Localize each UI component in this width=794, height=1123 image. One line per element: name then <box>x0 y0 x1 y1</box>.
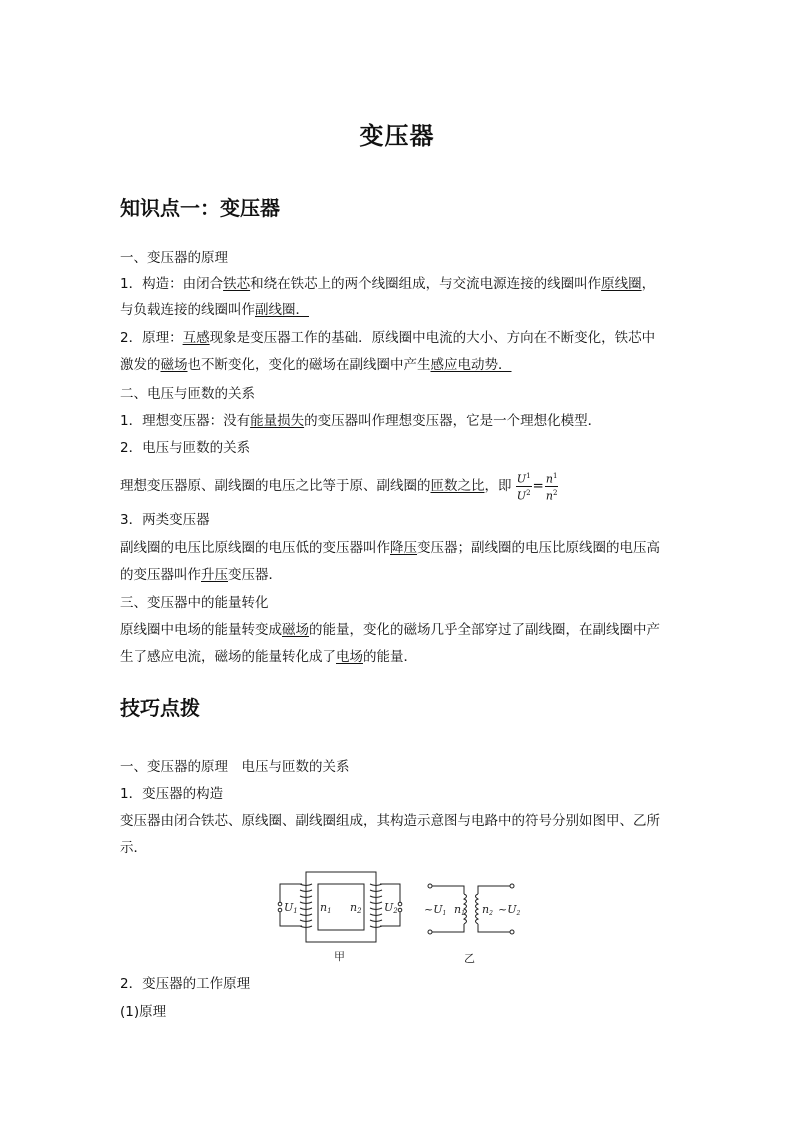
paragraph-construction-line1: 变压器由闭合铁芯、原线圈、副线圈组成，其构造示意图与电路中的符号分别如图甲、乙所 <box>120 813 660 829</box>
iron-core-outer <box>306 872 376 942</box>
underlined-term: 互感 <box>182 330 210 346</box>
text: 和绕在铁芯上的两个线圈组成，与交流电源连接的线圈叫作 <box>250 276 602 292</box>
label-sym-u1: ~U1 <box>424 903 447 917</box>
terminal <box>398 908 402 912</box>
underlined-term: 副线圈． <box>255 302 309 318</box>
turns-ratio-fraction <box>545 470 559 502</box>
text: ，即 <box>484 478 512 495</box>
label-sym-n1: n1 <box>454 903 465 917</box>
math-index: 1 <box>552 472 558 480</box>
text: 也不断变化，变化的磁场在副线圈中产生 <box>187 357 431 373</box>
paragraph-two-types-title: 3．两类变压器 <box>120 512 210 528</box>
text: 1．构造：由闭合 <box>120 276 224 292</box>
subheading-principle-voltage: 一、变压器的原理 电压与匝数的关系 <box>120 759 350 775</box>
primary-lead-top <box>280 884 302 902</box>
paragraph-principle-line1 <box>120 328 655 348</box>
symbol-primary-coil <box>464 894 467 924</box>
label-n1: n1 <box>320 901 332 915</box>
page-title: 变压器 <box>359 122 435 150</box>
text: 的变压器叫作 <box>120 567 201 583</box>
paragraph-principle-item: (1)原理 <box>120 1004 167 1020</box>
caption-yi: 乙 <box>464 952 475 965</box>
paragraph-principle-line2 <box>120 355 512 375</box>
text: 变压器． <box>228 567 282 583</box>
label-u1: U1 <box>284 901 298 915</box>
math-index: 2 <box>526 488 531 497</box>
transformer-figure <box>272 868 532 968</box>
text: 生了感应电流，磁场的能量转化成了 <box>120 649 336 665</box>
symbol-secondary-coil <box>476 894 479 924</box>
paragraph-energy-line1 <box>120 620 660 640</box>
underlined-term: 匝数之比 <box>430 478 485 495</box>
text: 变压器；副线圈的电压比原线圈的电压高 <box>417 540 660 556</box>
symbol-lead <box>478 924 510 932</box>
text: 的能量． <box>363 649 417 665</box>
paragraph-energy-line2 <box>120 647 417 667</box>
underlined-term: 磁场 <box>160 357 188 373</box>
subheading-voltage-turns: 二、电压与匝数的关系 <box>120 386 255 402</box>
paragraph-construction-title: 1．变压器的构造 <box>120 786 224 802</box>
text: 与负载连接的线圈叫作 <box>120 302 255 318</box>
label-n2: n2 <box>350 901 362 915</box>
text: 1．理想变压器：没有 <box>120 413 251 429</box>
text: 副线圈的电压比原线圈的电压低的变压器叫作 <box>120 540 390 556</box>
subheading-principle: 一、变压器的原理 <box>120 250 228 266</box>
terminal <box>398 902 402 906</box>
caption-jia: 甲 <box>334 950 345 963</box>
text: 激发的 <box>120 357 161 373</box>
paragraph-ratio-formula <box>120 470 558 502</box>
math-symbol: U <box>516 489 527 503</box>
underlined-term: 降压 <box>390 540 417 556</box>
paragraph-construction-line2: 示． <box>120 840 147 856</box>
paragraph-ideal-transformer <box>120 411 601 431</box>
label-sym-n2: n2 <box>482 903 493 917</box>
text: ， <box>641 276 656 292</box>
underlined-term: 铁芯 <box>223 276 251 292</box>
math-index: 1 <box>526 472 531 480</box>
symbol-lead <box>432 886 464 894</box>
symbol-lead <box>432 924 464 932</box>
section-heading-tips: 技巧点拨 <box>120 696 200 720</box>
underlined-term: 能量损失 <box>250 413 305 429</box>
symbol-lead <box>478 886 510 894</box>
paragraph-two-types-line2 <box>120 565 282 585</box>
terminal <box>510 930 514 934</box>
math-symbol: n <box>545 489 553 503</box>
paragraph-structure-line2 <box>120 300 309 320</box>
text: 的能量，变化的磁场几乎全部穿过了副线圈，在副线圈中产 <box>309 622 660 638</box>
label-u2: U2 <box>384 901 398 915</box>
subheading-energy-conversion: 三、变压器中的能量转化 <box>120 595 269 611</box>
paragraph-structure-line1 <box>120 274 655 294</box>
voltage-ratio-fraction <box>516 470 532 502</box>
terminal <box>428 930 432 934</box>
terminal <box>278 908 282 912</box>
underlined-term: 磁场 <box>282 622 309 638</box>
terminal <box>278 902 282 906</box>
text: 现象是变压器工作的基础．原线圈中电流的大小、方向在不断变化，铁芯中 <box>209 330 656 346</box>
equals-sign: = <box>532 478 544 495</box>
label-sym-u2: ~U2 <box>498 903 521 917</box>
text: 理想变压器原、副线圈的电压之比等于原、副线圈的 <box>120 478 431 495</box>
terminal <box>428 884 432 888</box>
math-index: 2 <box>552 488 558 497</box>
underlined-term: 电场 <box>336 649 363 665</box>
math-symbol: n <box>545 472 553 486</box>
text: 的变压器叫作理想变压器，它是一个理想化模型． <box>304 413 602 429</box>
text: 2．原理： <box>120 330 183 346</box>
paragraph-two-types-line1 <box>120 538 660 558</box>
primary-lead-bottom <box>280 912 302 926</box>
secondary-lead-top <box>380 884 400 902</box>
symbol-labels <box>424 903 521 917</box>
underlined-term: 原线圈 <box>601 276 642 292</box>
math-symbol: U <box>516 472 527 486</box>
text: 原线圈中电场的能量转变成 <box>120 622 282 638</box>
terminal <box>510 884 514 888</box>
paragraph-working-principle-title: 2．变压器的工作原理 <box>120 976 251 992</box>
paragraph-voltage-turns-title: 2．电压与匝数的关系 <box>120 440 251 456</box>
underlined-term: 升压 <box>201 567 228 583</box>
underlined-term: 感应电动势． <box>430 357 512 373</box>
section-heading-knowledge: 知识点一：变压器 <box>120 196 280 220</box>
